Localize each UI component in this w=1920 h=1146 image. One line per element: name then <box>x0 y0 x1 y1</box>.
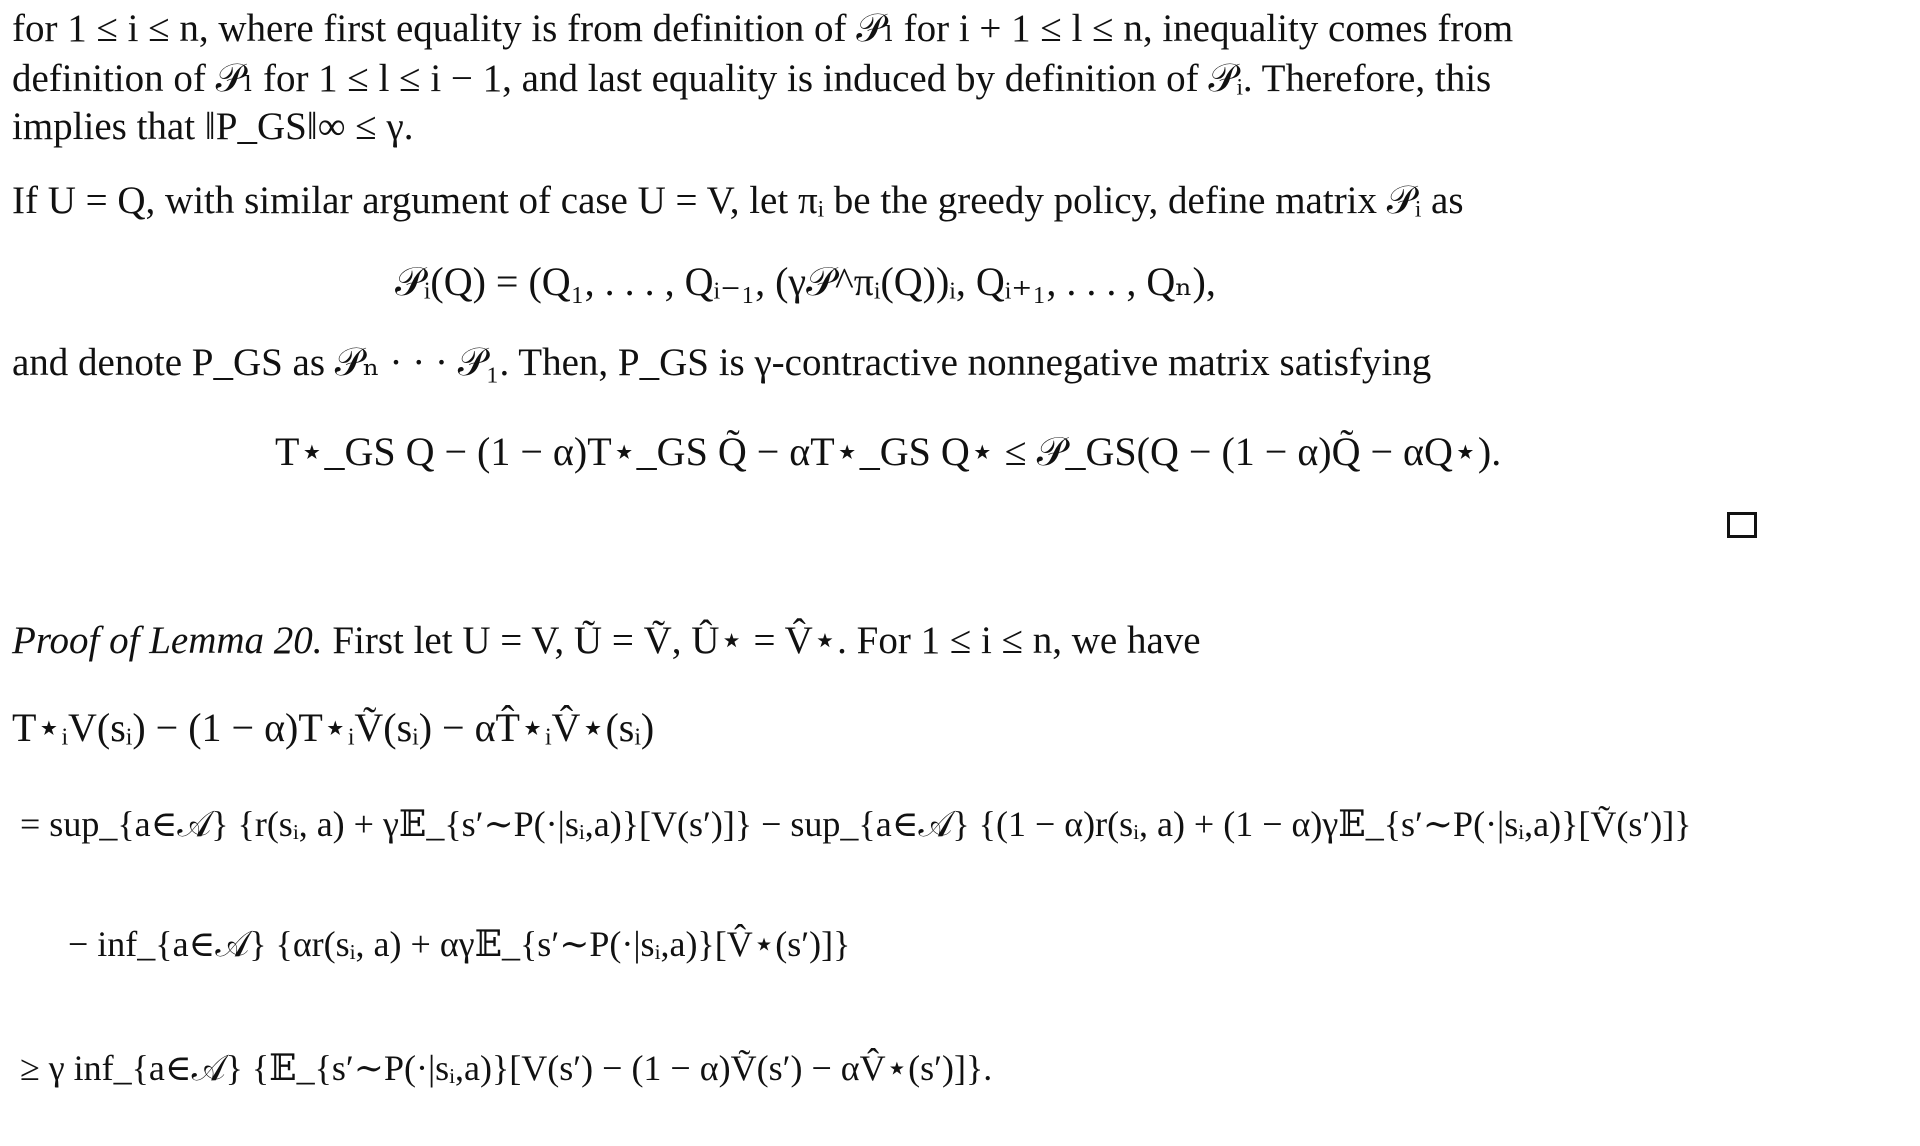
equation-1: 𝒫ᵢ(Q) = (Q₁, . . . , Qᵢ₋₁, (γ𝒫^πᵢ(Q))ᵢ, Qᵢ₊₁, . . . , Qₙ), <box>395 259 1216 304</box>
proof-heading: Proof of Lemma 20. <box>12 619 323 662</box>
proof-eq-line1: T⋆ᵢV(sᵢ) − (1 − α)T⋆ᵢṼ(sᵢ) − αT̂⋆ᵢV̂⋆(sᵢ) <box>12 705 655 750</box>
qed-symbol <box>1727 512 1757 538</box>
proof-intro-line <box>12 618 1201 664</box>
proof-intro: First let U = V, Ũ = Ṽ, Û⋆ = V̂⋆. For 1 ≤ i ≤ n, we have <box>332 619 1201 662</box>
paragraph2-line1: If U = Q, with similar argument of case U = V, let πᵢ be the greedy policy, define matrix 𝒫ᵢ as <box>12 179 1464 222</box>
paragraph2-line2: and denote P_GS as 𝒫ₙ · · · 𝒫₁. Then, P_GS is γ-contractive nonnegative matrix satisfying <box>12 341 1432 384</box>
proof-eq-line4: ≥ γ inf_{a∈𝒜} {𝔼_{s′∼P(·|sᵢ,a)}[V(s′) − (1 − α)Ṽ(s′) − αV̂⋆(s′)]}. <box>20 1048 993 1088</box>
proof-eq-line2: = sup_{a∈𝒜} {r(sᵢ, a) + γ𝔼_{s′∼P(·|sᵢ,a)}[V(s′)]} − sup_{a∈𝒜} {(1 − α)r(sᵢ, a) + (1 − α)γ𝔼_{s′∼P(·|sᵢ,a)}[Ṽ(s′)]} <box>20 804 1692 844</box>
paragraph1-line1: for 1 ≤ i ≤ n, where first equality is from definition of 𝒫ₗ for i + 1 ≤ l ≤ n, inequality comes from <box>12 7 1514 50</box>
equation-2: T⋆_GS Q − (1 − α)T⋆_GS Q̃ − αT⋆_GS Q⋆ ≤ 𝒫_GS(Q − (1 − α)Q̃ − αQ⋆). <box>275 429 1502 474</box>
paragraph1-line3: implies that ‖P_GS‖∞ ≤ γ. <box>12 105 414 148</box>
paragraph1-line2: definition of 𝒫ₗ for 1 ≤ l ≤ i − 1, and last equality is induced by definition of 𝒫ᵢ. Therefore, this <box>12 57 1492 100</box>
proof-eq-line3: − inf_{a∈𝒜} {αr(sᵢ, a) + αγ𝔼_{s′∼P(·|sᵢ,a)}[V̂⋆(s′)]} <box>68 924 851 964</box>
